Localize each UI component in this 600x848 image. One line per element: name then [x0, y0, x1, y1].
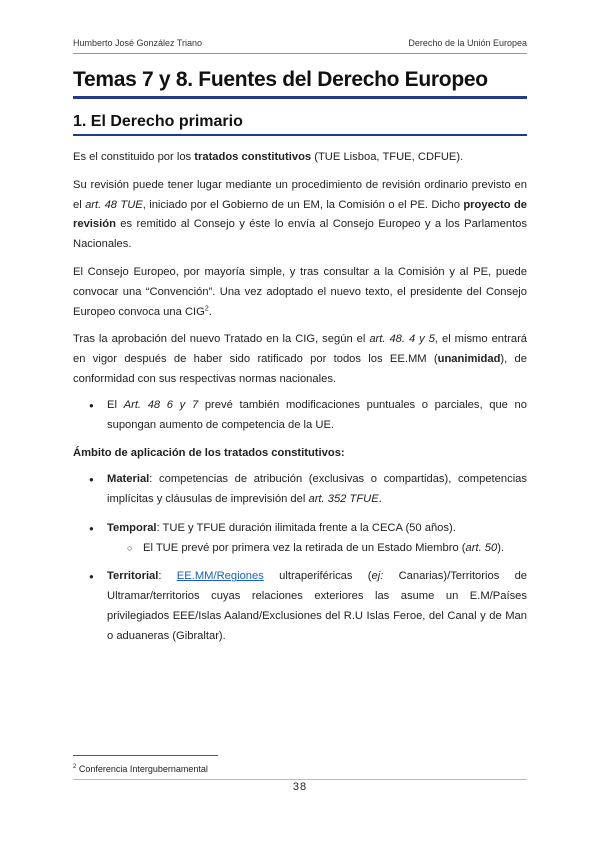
- page-header: [73, 38, 527, 48]
- footnote-ref[interactable]: 2: [204, 304, 209, 312]
- list-item-art-48: ● El Art. 48 6 y 7 prevé también modificaciones puntuales o parciales, que no supongan aumento de competencia de la UE.: [73, 396, 527, 436]
- header-divider: [73, 53, 527, 54]
- regiones-link[interactable]: EE.MM/Regiones: [176, 570, 264, 583]
- footnote-divider: [73, 755, 218, 756]
- temporal-sublist: [107, 539, 527, 559]
- ambito-list: [73, 470, 527, 646]
- page-number: 38: [292, 781, 308, 793]
- paragraph-tratados: Es el constituido por los tratados constitutivos (TUE Lisboa, TFUE, CDFUE).: [73, 151, 464, 163]
- paragraph-aprobacion: Tras la aprobación del nuevo Tratado en la CIG, según el art. 48. 4 y 5, el mismo entrará en vigor después de haber sido ratificado por todos los EE.MM (unanimidad), de conformidad con sus respectivas normas nacionales.: [73, 333, 528, 385]
- header-author: Humberto José González Triano: [73, 38, 203, 48]
- header-subject: Derecho de la Unión Europea: [408, 38, 527, 48]
- page-number-divider: [73, 779, 527, 780]
- list-item-temporal: ● Temporal: TUE y TFUE duración ilimitada frente a la CECA (50 años). ○ El TUE prevé por primera vez la retirada de un Estado Miembro (art. 50).: [73, 519, 527, 559]
- page-title: Temas 7 y 8. Fuentes del Derecho Europeo: [73, 68, 527, 99]
- page-content: [73, 68, 527, 656]
- footnote: $^2$ Conferencia Intergubernamental: [73, 764, 208, 774]
- section-heading: 1. El Derecho primario: [73, 113, 527, 136]
- paragraph-consejo-europeo: El Consejo Europeo, por mayoría simple, y tras consultar a la Comisión y al PE, puede convocar una “Convención”. Una vez adoptado el nuevo texto, el presidente del Consejo Europeo convoca una CIG$^2$.: [73, 265, 527, 318]
- paragraph-revision: Su revisión puede tener lugar mediante un procedimiento de revisión ordinario previsto en el art. 48 TUE, iniciado por el Gobierno de un EM, la Comisión o el PE. Dicho proyecto de revisión es remitido al Consejo y éste lo envía al Consejo Europeo y a los Parlamentos Nacionales.: [73, 178, 527, 251]
- sublist-item-retirada: ○ El TUE prevé por primera vez la retirada de un Estado Miembro (art. 50).: [107, 539, 527, 559]
- art-list: [73, 396, 527, 436]
- list-item-territorial: ● Territorial: EE.MM/Regiones ultraperiféricas (ej: Canarias)/Territorios de Ultramar/territorios cuyas relaciones exteriores las asume un E.M/Países privilegiados EEE/Islas Aaland/Exclusiones del R.U Islas Feroe, del Canal y de Man o aduaneras (Gibraltar).: [73, 567, 527, 646]
- list-item-material: ● Material: competencias de atribución (exclusivas o compartidas), competencias implícitas y cláusulas de imprevisión del art. 352 TFUE.: [73, 470, 527, 510]
- ambito-heading: Ámbito de aplicación de los tratados constitutivos:: [73, 447, 345, 460]
